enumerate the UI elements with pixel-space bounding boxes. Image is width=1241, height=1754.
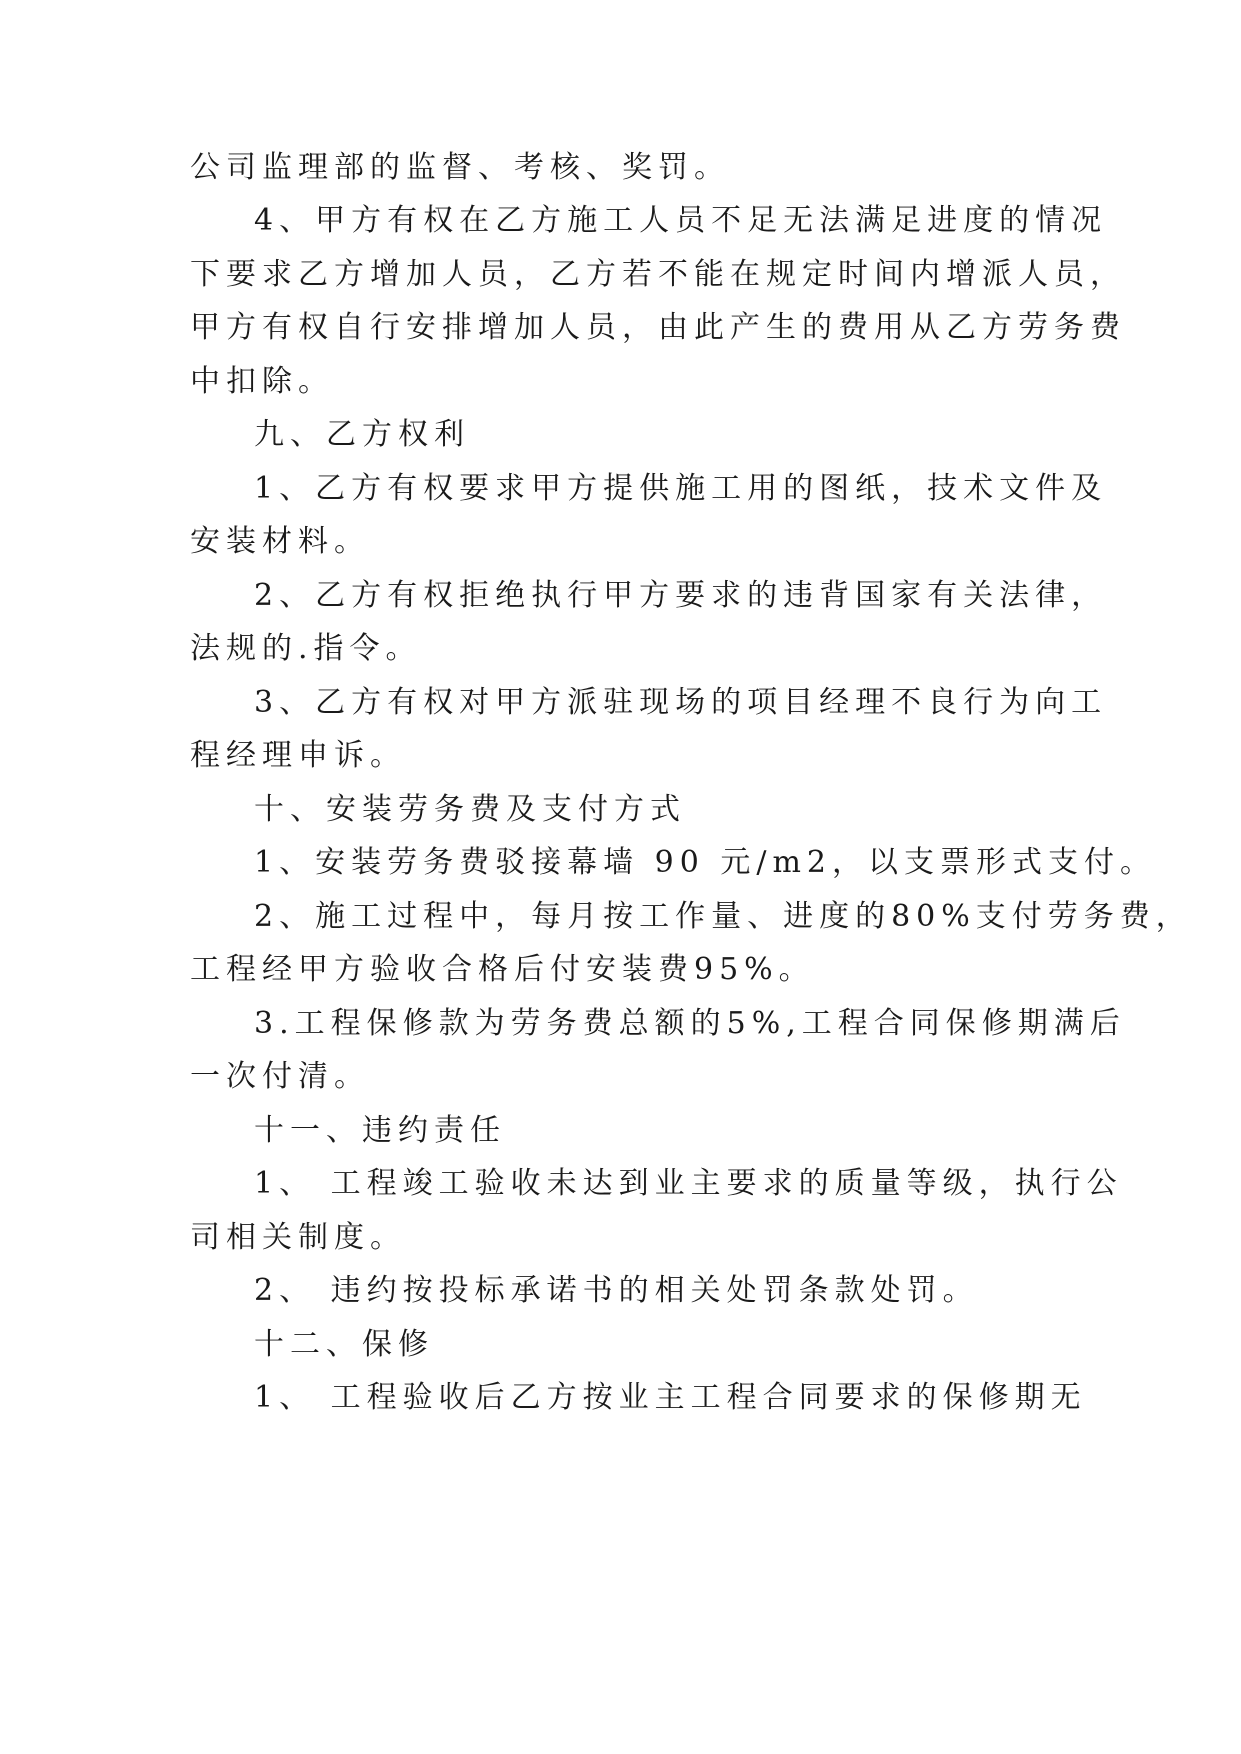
text-line: 司相关制度。 xyxy=(190,1220,406,1255)
section-heading: 十、安装劳务费及支付方式 xyxy=(254,792,686,827)
text-line: 甲方有权自行安排增加人员，由此产生的费用从乙方劳务费 xyxy=(190,310,1126,345)
text-line: 1、乙方有权要求甲方提供施工用的图纸，技术文件及 xyxy=(254,471,1108,506)
text-line: 3.工程保修款为劳务费总额的5%,工程合同保修期满后 xyxy=(254,1006,1126,1041)
text-line: 一次付清。 xyxy=(190,1059,370,1094)
text-line: 中扣除。 xyxy=(190,364,334,399)
section-heading: 九、乙方权利 xyxy=(254,417,470,452)
text-line: 2、 违约按投标承诺书的相关处罚条款处罚。 xyxy=(254,1273,979,1308)
text-line: 1、 工程竣工验收未达到业主要求的质量等级，执行公 xyxy=(254,1166,1123,1201)
section-heading: 十一、违约责任 xyxy=(254,1113,506,1148)
text-line: 4、甲方有权在乙方施工人员不足无法满足进度的情况 xyxy=(254,203,1108,238)
text-line: 3、乙方有权对甲方派驻现场的项目经理不良行为向工 xyxy=(254,685,1108,720)
text-line: 1、安装劳务费驳接幕墙 90 元/m2，以支票形式支付。 xyxy=(254,845,1156,880)
text-line: 下要求乙方增加人员，乙方若不能在规定时间内增派人员， xyxy=(190,257,1126,292)
text-line: 公司监理部的监督、考核、奖罚。 xyxy=(190,150,730,185)
text-line: 1、 工程验收后乙方按业主工程合同要求的保修期无 xyxy=(254,1380,1087,1415)
text-line: 2、乙方有权拒绝执行甲方要求的违背国家有关法律， xyxy=(254,578,1108,613)
text-line: 安装材料。 xyxy=(190,524,370,559)
text-line: 法规的.指令。 xyxy=(190,631,422,666)
text-line: 程经理申诉。 xyxy=(190,738,406,773)
section-heading: 十二、保修 xyxy=(254,1327,434,1362)
text-line: 工程经甲方验收合格后付安装费95%。 xyxy=(190,952,815,987)
text-line: 2、施工过程中，每月按工作量、进度的80%支付劳务费， xyxy=(254,899,1192,934)
